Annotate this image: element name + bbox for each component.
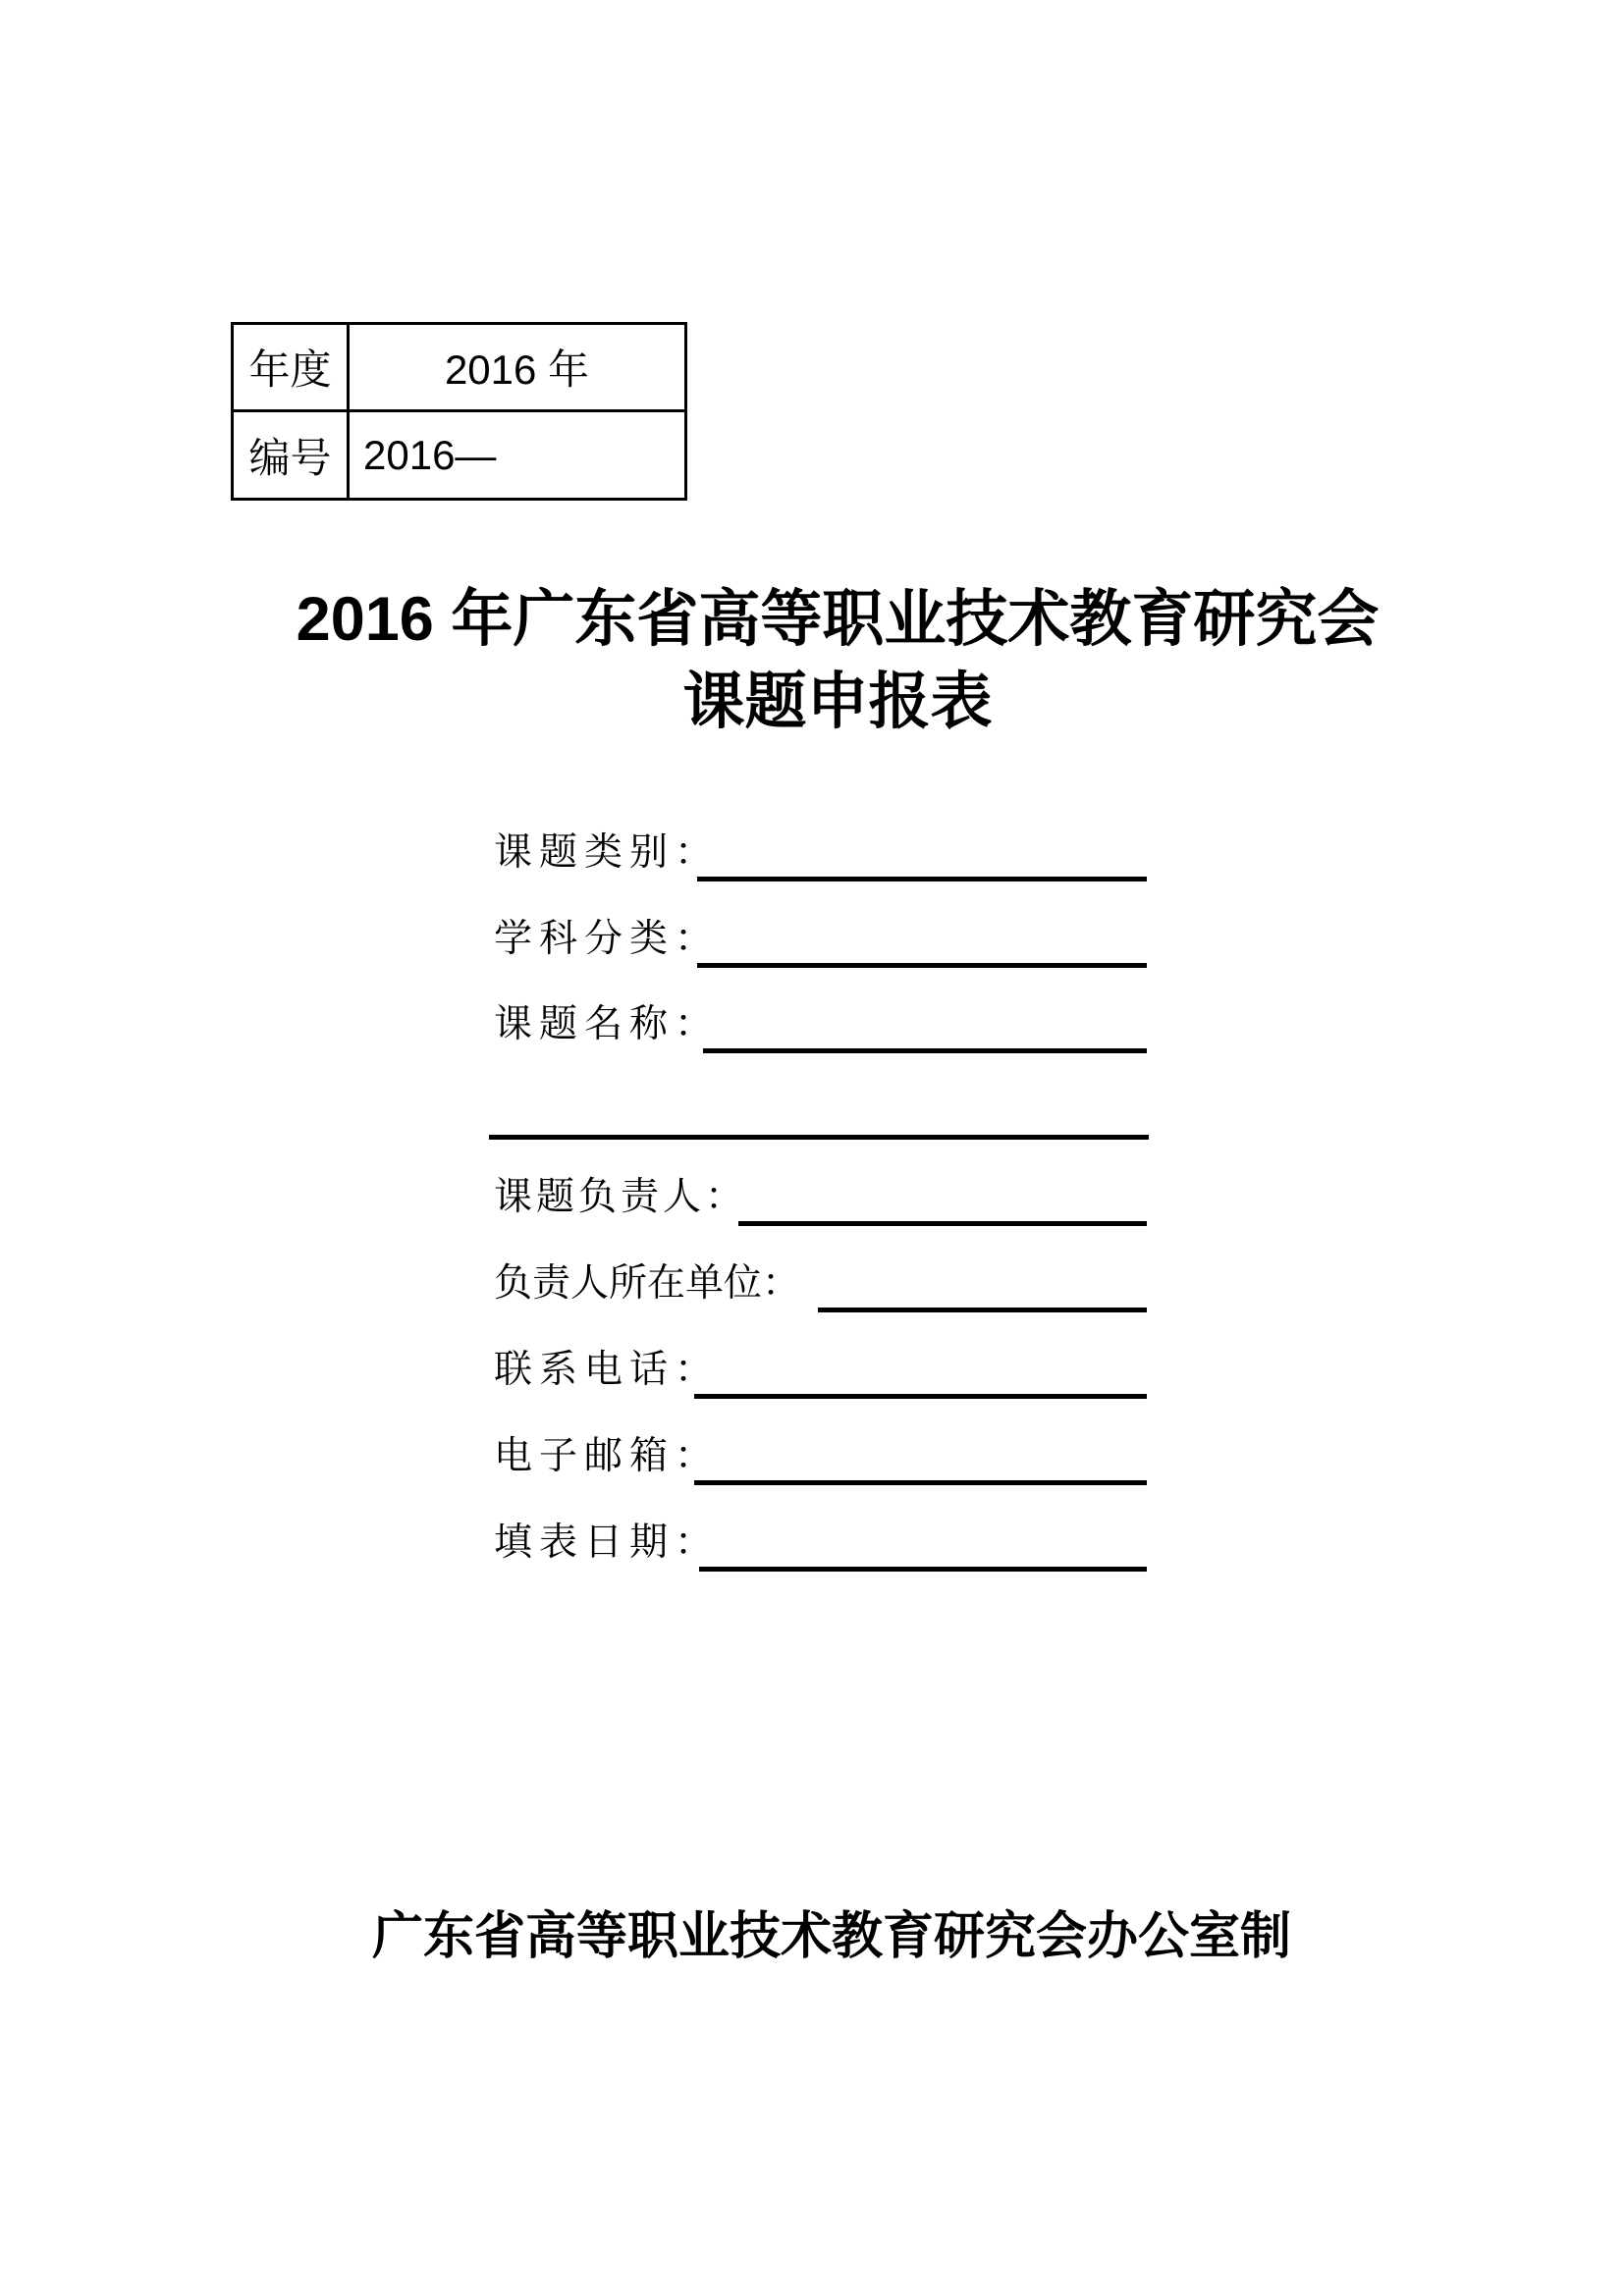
title-line-2: 课题申报表	[682, 667, 993, 736]
field-blank-category[interactable]	[697, 877, 1147, 881]
number-row	[233, 411, 686, 500]
year-value-cell: 2016 年	[349, 324, 686, 411]
year-row	[233, 324, 686, 411]
field-blank-project-name[interactable]	[703, 1048, 1147, 1053]
field-label-leader-organization: 负责人所在单位：	[494, 1262, 801, 1305]
field-blank-project-name-continuation[interactable]	[489, 1135, 1149, 1140]
field-label-project-name: 课题名称：	[494, 1003, 721, 1045]
field-label-discipline: 学科分类：	[494, 918, 721, 960]
document-title	[26, 578, 1624, 743]
field-blank-leader-organization[interactable]	[818, 1308, 1147, 1312]
year-label-cell: 年度	[233, 324, 349, 411]
issuing-office-line: 广东省高等职业技术教育研究会办公室制	[371, 1909, 1291, 1965]
field-blank-discipline[interactable]	[697, 963, 1147, 968]
title-line-1: 2016 年广东省高等职业技术教育研究会	[296, 585, 1380, 654]
number-label-cell: 编号	[233, 411, 349, 500]
field-blank-contact-phone[interactable]	[694, 1394, 1147, 1399]
field-label-project-leader: 课题负责人：	[494, 1176, 748, 1218]
field-label-email: 电子邮箱：	[494, 1435, 721, 1477]
header-table	[231, 322, 687, 501]
field-blank-email[interactable]	[694, 1480, 1147, 1485]
field-blank-project-leader[interactable]	[738, 1221, 1147, 1226]
number-value-cell: 2016—	[349, 411, 686, 500]
field-label-contact-phone: 联系电话：	[494, 1349, 721, 1391]
field-blank-fill-date[interactable]	[699, 1567, 1147, 1572]
field-label-fill-date: 填表日期：	[494, 1522, 721, 1564]
field-label-category: 课题类别：	[494, 831, 721, 874]
